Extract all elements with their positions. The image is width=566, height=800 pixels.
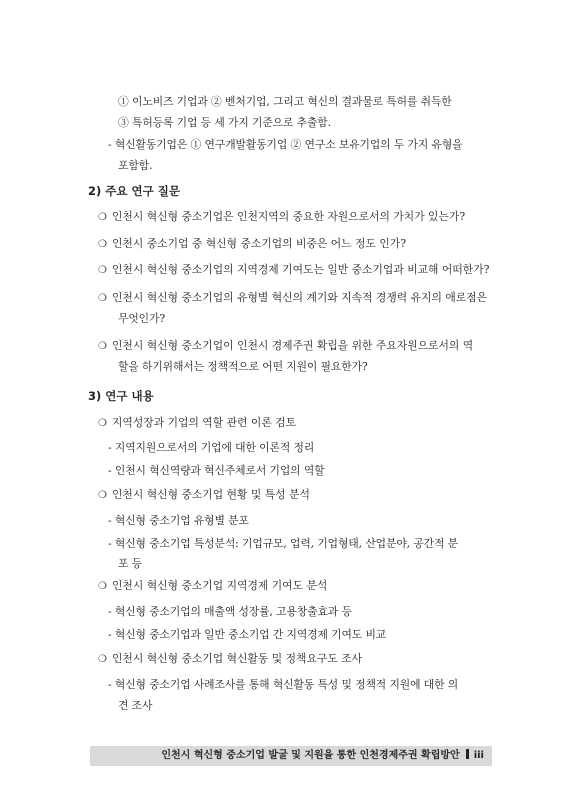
question-text: 인천시 혁신형 중소기업의 지역경제 기여도는 일반 중소기업과 비교해 어떠한가? (112, 263, 490, 276)
circle-bullet-icon: ❍ (98, 341, 107, 352)
question-item (98, 263, 489, 278)
circle-bullet-icon: ❍ (98, 490, 107, 501)
circle-bullet-icon: ❍ (98, 418, 107, 429)
intro-line-2: ③ 특허등록 기업 등 세 가지 기준으로 추출함. (118, 116, 331, 129)
question-text-continued: 할을 하기위해서는 정책적으로 어떤 지원이 필요한가? (118, 360, 368, 373)
content-subitem: - 지역지원으로서의 기업에 대한 이론적 정리 (108, 441, 315, 454)
content-text: 인천시 혁신형 중소기업 혁신활동 및 정책요구도 조사 (112, 652, 363, 665)
intro-line-1: ① 이노비즈 기업과 ② 벤처기업, 그리고 혁신의 결과물로 특허를 취득한 (118, 95, 452, 108)
section-3-heading: 3) 연구 내용 (88, 389, 154, 403)
content-item (98, 488, 310, 503)
circle-bullet-icon: ❍ (98, 212, 107, 223)
content-subitem: - 혁신형 중소기업과 일반 중소기업 간 지역경제 기여도 비교 (108, 628, 387, 641)
circle-bullet-icon: ❍ (98, 239, 107, 250)
footer-text (161, 749, 484, 763)
content-item (98, 652, 362, 667)
circle-bullet-icon: ❍ (98, 581, 107, 592)
page-footer (90, 746, 492, 766)
question-text: 인천시 혁신형 중소기업의 유형별 혁신의 계기와 지속적 경쟁력 유지의 애로점은 (112, 291, 488, 304)
question-text: 인천시 혁신형 중소기업이 인천시 경제주권 확립을 위한 주요자원으로서의 역 (112, 339, 474, 352)
footer-separator (466, 749, 469, 759)
question-item (98, 339, 473, 354)
content-subitem-continued: 견 조사 (118, 699, 153, 712)
question-item (98, 237, 406, 252)
circle-bullet-icon: ❍ (98, 265, 107, 276)
question-item (98, 291, 487, 306)
circle-bullet-icon: ❍ (98, 654, 107, 665)
intro-dash-line-2: 포함함. (118, 159, 153, 172)
content-subitem: - 혁신형 중소기업 사례조사를 통해 혁신활동 특성 및 정책적 지원에 대한 의 (108, 678, 459, 691)
question-text-continued: 무엇인가? (118, 312, 166, 325)
content-text: 인천시 혁신형 중소기업 현황 및 특성 분석 (112, 488, 310, 501)
content-text: 인천시 혁신형 중소기업 지역경제 기여도 분석 (112, 579, 328, 592)
section-2-heading: 2) 주요 연구 질문 (88, 184, 180, 198)
footer-title: 인천시 혁신형 중소기업 발굴 및 지원을 통한 인천경제주권 확립방안 (161, 750, 460, 761)
intro-dash-line-1: - 혁신활동기업은 ① 연구개발활동기업 ② 연구소 보유기업의 두 가지 유형을 (108, 138, 463, 151)
content-subitem: - 혁신형 중소기업 특성분석: 기업규모, 업력, 기업형태, 산업분야, 공간적 분 (108, 537, 458, 550)
content-item (98, 579, 327, 594)
content-subitem-continued: 포 등 (118, 557, 142, 570)
question-item (98, 210, 465, 225)
footer-page-number: iii (473, 750, 484, 761)
content-subitem: - 혁신형 중소기업의 매출액 성장률, 고용창출효과 등 (108, 605, 352, 618)
content-item (98, 416, 296, 431)
circle-bullet-icon: ❍ (98, 293, 107, 304)
content-subitem: - 인천시 혁신역량과 혁신주체로서 기업의 역할 (108, 464, 325, 477)
content-subitem: - 혁신형 중소기업 유형별 분포 (108, 514, 249, 527)
question-text: 인천시 중소기업 중 혁신형 중소기업의 비중은 어느 정도 인가? (112, 237, 406, 250)
content-text: 지역성장과 기업의 역할 관련 이론 검토 (112, 416, 297, 429)
question-text: 인천시 혁신형 중소기업은 인천지역의 중요한 자원으로서의 가치가 있는가? (112, 210, 466, 223)
